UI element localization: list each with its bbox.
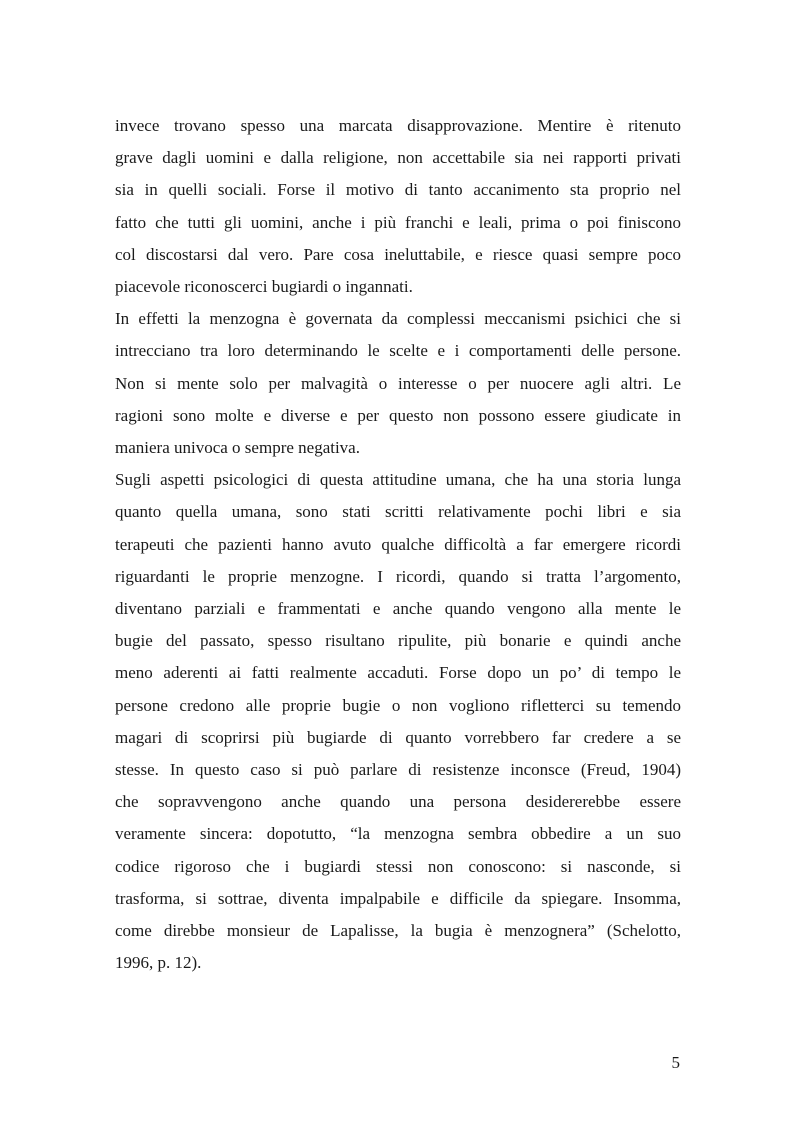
page-number: 5 bbox=[671, 1053, 680, 1072]
text-line: diventano parziali e frammentati e anche quando vengono alla mente le bbox=[115, 599, 681, 619]
text-line: stesse. In questo caso si può parlare di resistenze inconsce (Freud, 1904) bbox=[115, 760, 681, 780]
text-line: fatto che tutti gli uomini, anche i più franchi e leali, prima o poi finiscono bbox=[115, 212, 681, 232]
text-line: come direbbe monsieur de Lapalisse, la bugia è menzognera” (Schelotto, bbox=[115, 921, 681, 941]
text-line: invece trovano spesso una marcata disapprovazione. Mentire è ritenuto bbox=[115, 116, 681, 135]
text-line: sia in quelli sociali. Forse il motivo di tanto accanimento sta proprio nel bbox=[115, 180, 681, 200]
text-line: col discostarsi dal vero. Pare cosa ineluttabile, e riesce quasi sempre poco bbox=[115, 244, 681, 264]
page-body bbox=[115, 110, 681, 979]
text-line: veramente sincera: dopotutto, “la menzogna sembra obbedire a un suo bbox=[115, 824, 681, 844]
text-line: grave dagli uomini e dalla religione, non accettabile sia nei rapporti privati bbox=[115, 148, 681, 168]
text-line: piacevole riconoscerci bugiardi o ingannati. bbox=[115, 277, 413, 297]
text-line: Sugli aspetti psicologici di questa attitudine umana, che ha una storia lunga bbox=[115, 470, 681, 490]
text-line: maniera univoca o sempre negativa. bbox=[115, 438, 360, 458]
text-line: Non si mente solo per malvagità o interesse o per nuocere agli altri. Le bbox=[115, 373, 681, 393]
text-line: terapeuti che pazienti hanno avuto qualche difficoltà a far emergere ricordi bbox=[115, 534, 681, 554]
text-line: In effetti la menzogna è governata da complessi meccanismi psichici che si bbox=[115, 309, 681, 329]
paragraph-3 bbox=[115, 464, 681, 979]
text-line: quanto quella umana, sono stati scritti relativamente pochi libri e sia bbox=[115, 502, 681, 522]
text-line: trasforma, si sottrae, diventa impalpabile e difficile da spiegare. Insomma, bbox=[115, 888, 681, 908]
text-line: che sopravvengono anche quando una persona desidererebbe essere bbox=[115, 792, 681, 812]
text-line: bugie del passato, spesso risultano ripulite, più bonarie e quindi anche bbox=[115, 631, 681, 651]
text-line: ragioni sono molte e diverse e per questo non possono essere giudicate in bbox=[115, 405, 681, 425]
text-line: riguardanti le proprie menzogne. I ricordi, quando si tratta l’argomento, bbox=[115, 566, 681, 586]
paragraph-1 bbox=[115, 110, 681, 303]
text-line: codice rigoroso che i bugiardi stessi non conoscono: si nasconde, si bbox=[115, 856, 681, 876]
text-line: 1996, p. 12). bbox=[115, 953, 202, 973]
text-line: magari di scoprirsi più bugiarde di quanto vorrebbero far credere a se bbox=[115, 727, 681, 747]
text-line: meno aderenti ai fatti realmente accaduti. Forse dopo un po’ di tempo le bbox=[115, 663, 681, 683]
text-line: intrecciano tra loro determinando le scelte e i comportamenti delle persone. bbox=[115, 341, 681, 361]
text-line: persone credono alle proprie bugie o non vogliono rifletterci su temendo bbox=[115, 695, 681, 715]
paragraph-2 bbox=[115, 303, 681, 464]
